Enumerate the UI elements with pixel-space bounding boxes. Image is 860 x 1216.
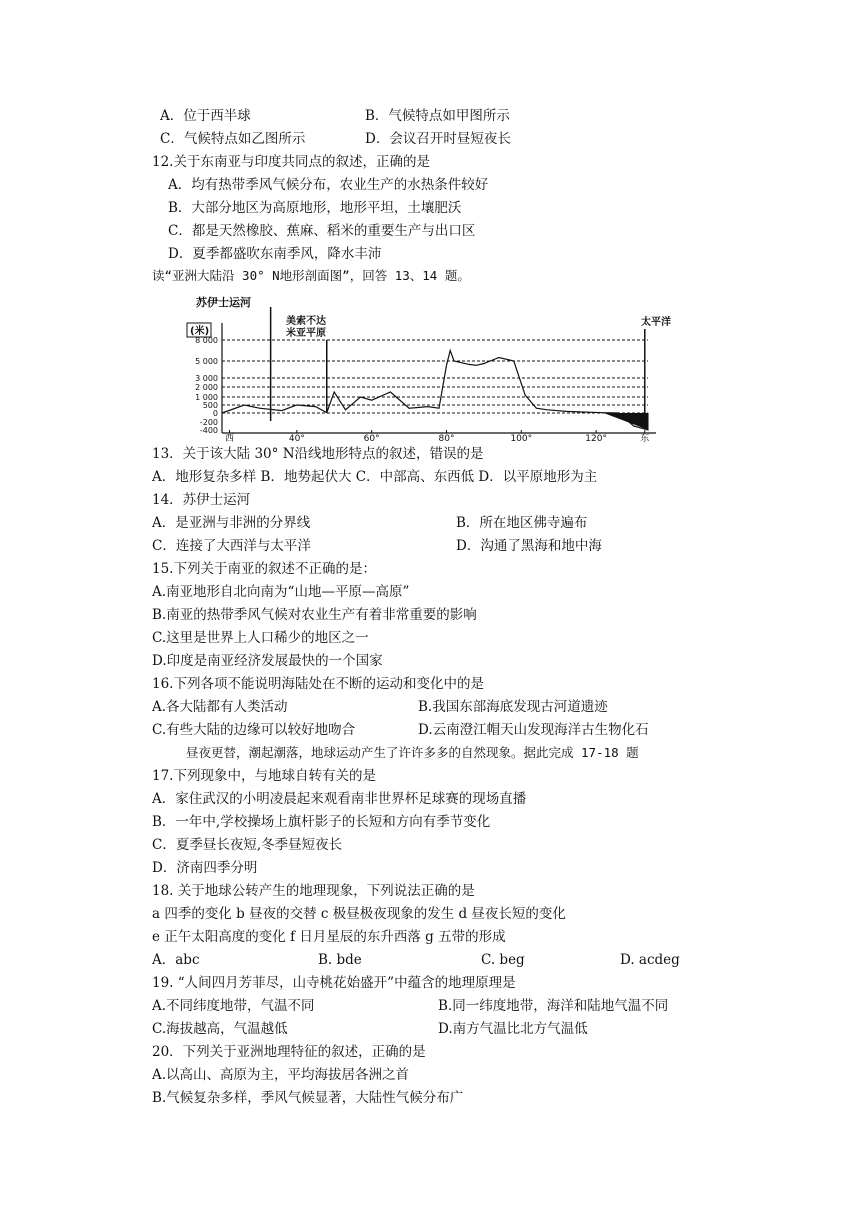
q14-stem: 14．苏伊士运河 <box>152 492 251 508</box>
y-unit-label: (米) <box>190 326 210 337</box>
q19-option-a: A.不同纬度地带，气温不同 <box>152 998 315 1014</box>
q14-option-c: C．连接了大西洋与太平洋 <box>152 538 311 554</box>
q18-option-d: D. acdeg <box>620 952 680 968</box>
q11-option-b: B．气候特点如甲图所示 <box>365 108 510 124</box>
q17-stem: 17.下列现象中，与地球自转有关的是 <box>152 768 376 784</box>
y-tick-label: 0 <box>212 409 218 418</box>
x-tick-label: 西 <box>224 434 234 444</box>
q15-option-a: A.南亚地形自北向南为“山地—平原—高原” <box>152 584 410 600</box>
q17-option-d: D．济南四季分明 <box>152 860 258 876</box>
x-tick-label: 120° <box>585 434 607 444</box>
y-tick-label: 8 000 <box>195 336 218 345</box>
q16-option-c: C.有些大陆的边缘可以较好地吻合 <box>152 722 356 738</box>
q17-option-a: A．家住武汉的小明凌晨起来观看南非世界杯足球赛的现场直播 <box>152 791 527 807</box>
pacific-label: 太平洋 <box>641 317 671 328</box>
q19-option-c: C.海拔越高，气温越低 <box>152 1021 288 1037</box>
terrain-profile-figure <box>186 295 671 444</box>
y-tick-label: 1 000 <box>195 393 218 402</box>
q20-option-b: B.气候复杂多样，季风气候显著，大陆性气候分布广 <box>152 1090 464 1106</box>
q18-option-b: B. bde <box>318 952 362 968</box>
q16-option-a: A.各大陆都有人类活动 <box>152 699 288 715</box>
x-tick-label: 60° <box>363 434 380 444</box>
q18-items-line1: a 四季的变化 b 昼夜的交替 c 极昼极夜现象的发生 d 昼夜长短的变化 <box>152 906 566 922</box>
q19-stem: 19. “人间四月芳菲尽，山寺桃花始盛开”中蕴含的地理原理是 <box>152 975 516 991</box>
terrain-profile-line <box>222 351 649 431</box>
intro-17-18: 昼夜更替，潮起潮落，地球运动产生了许许多多的自然现象。据此完成 17-18 题 <box>186 745 639 760</box>
q16-option-d: D.云南澄江帽天山发现海洋古生物化石 <box>418 722 649 738</box>
q18-option-c: C. beg <box>481 952 525 968</box>
q12-stem: 12.关于东南亚与印度共同点的叙述，正确的是 <box>152 154 430 170</box>
q12-option-b: B．大部分地区为高原地形，地形平坦，土壤肥沃 <box>168 200 462 216</box>
q12-option-c: C．都是天然橡胶、蕉麻、稻米的重要生产与出口区 <box>168 223 476 239</box>
q12-option-d: D．夏季都盛吹东南季风，降水丰沛 <box>168 246 382 262</box>
q18-option-a: A．abc <box>152 952 200 968</box>
q18-items-line2: e 正午太阳高度的变化 f 日月星辰的东升西落 g 五带的形成 <box>152 929 506 945</box>
mesopotamia-label-2: 米亚平原 <box>286 328 326 339</box>
x-tick-labels <box>225 432 649 444</box>
x-tick-label: 东 <box>640 434 650 444</box>
y-tick-label: 2 000 <box>195 383 218 392</box>
y-tick-label: 5 000 <box>195 357 218 366</box>
y-tick-label: -200 <box>199 418 218 427</box>
q14-option-a: A．是亚洲与非洲的分界线 <box>152 515 311 531</box>
q15-option-b: B.南亚的热带季风气候对农业生产有着非常重要的影响 <box>152 607 477 623</box>
q15-stem: 15.下列关于南亚的叙述不正确的是： <box>152 561 376 577</box>
q18-stem: 18. 关于地球公转产生的地理现象，下列说法正确的是 <box>152 883 475 899</box>
q14-option-d: D．沟通了黑海和地中海 <box>456 538 602 554</box>
q16-stem: 16.下列各项不能说明海陆处在不断的运动和变化中的是 <box>152 676 484 692</box>
q11-option-c: C．气候特点如乙图所示 <box>160 131 306 147</box>
q13-stem: 13．关于该大陆 30° N沿线地形特点的叙述，错误的是 <box>152 446 484 462</box>
y-tick-labels <box>195 336 218 435</box>
q19-option-b: B.同一纬度地带，海洋和陆地气温不同 <box>438 998 669 1014</box>
y-tick-label: 3 000 <box>195 374 218 383</box>
q14-option-b: B．所在地区佛寺遍布 <box>456 515 588 531</box>
y-tick-label: 500 <box>202 401 218 410</box>
q16-option-b: B.我国东部海底发现古河道遗迹 <box>418 699 608 715</box>
q19-option-d: D.南方气温比北方气温低 <box>438 1021 588 1037</box>
mesopotamia-label-1: 美索不达 <box>286 316 326 327</box>
x-tick-label: 80° <box>438 434 455 444</box>
ocean-fill <box>604 413 649 430</box>
q15-option-c: C.这里是世界上人口稀少的地区之一 <box>152 630 369 646</box>
y-tick-label: -400 <box>199 426 218 435</box>
q11-option-a: A．位于西半球 <box>160 108 251 124</box>
q12-option-a: A．均有热带季风气候分布，农业生产的水热条件较好 <box>168 177 489 193</box>
profile-axes <box>222 323 656 433</box>
q20-option-a: A.以高山、高原为主，平均海拔居各洲之首 <box>152 1067 410 1083</box>
q11-option-d: D．会议召开时昼短夜长 <box>365 131 511 147</box>
q17-option-b: B．一年中,学校操场上旗杆影子的长短和方向有季节变化 <box>152 814 491 830</box>
q17-option-c: C．夏季昼长夜短,冬季昼短夜长 <box>152 837 343 853</box>
q13-options: A．地形复杂多样 B．地势起伏大 C．中部高、东西低 D．以平原地形为主 <box>152 469 598 485</box>
q15-option-d: D.印度是南亚经济发展最快的一个国家 <box>152 653 383 669</box>
q20-stem: 20．下列关于亚洲地理特征的叙述，正确的是 <box>152 1044 426 1060</box>
x-tick-label: 40° <box>288 434 305 444</box>
suez-canal-label: 苏伊士运河 <box>196 296 251 309</box>
x-tick-label: 100° <box>510 434 533 444</box>
read-prompt: 读“亚洲大陆沿 30° N地形剖面图”，回答 13、14 题。 <box>152 268 470 283</box>
